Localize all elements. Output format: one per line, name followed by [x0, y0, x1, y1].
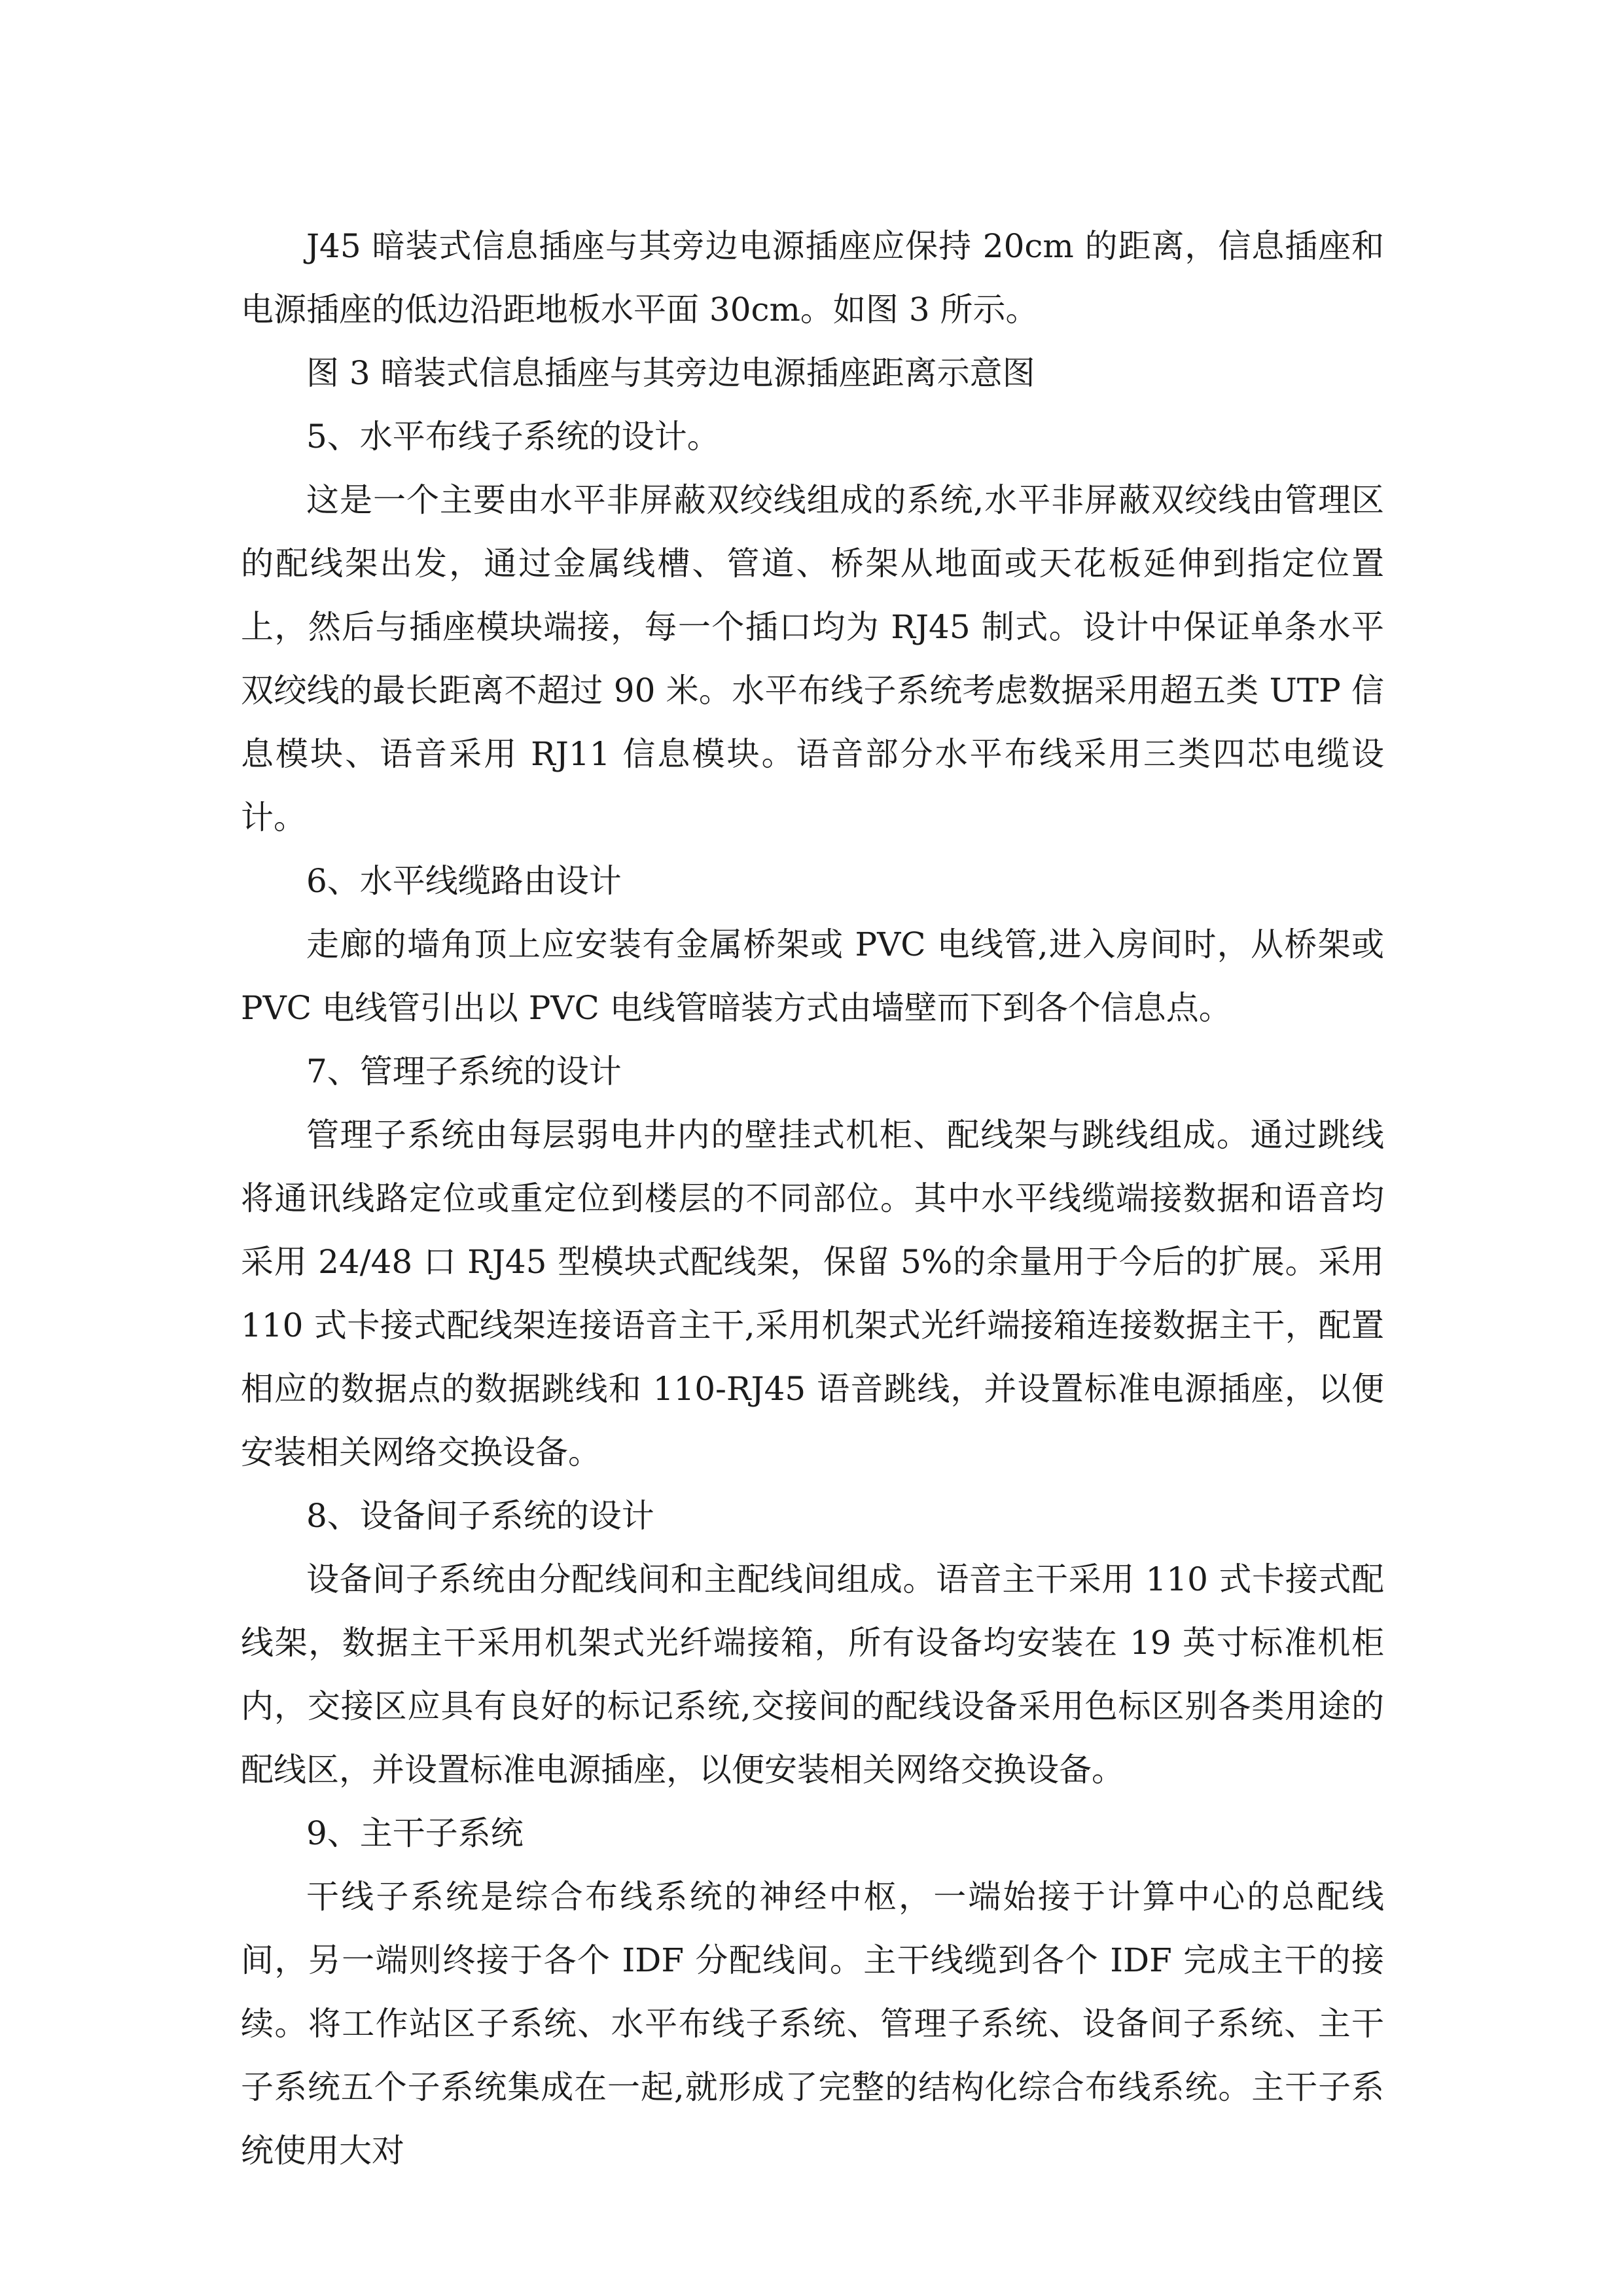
- section-heading-6: 6、水平线缆路由设计: [306, 862, 622, 900]
- paragraph-management-subsystem: 管理子系统由每层弱电井内的壁挂式机柜、配线架与跳线组成。通过跳线将通讯线路定位或重定位到楼层的不同部位。其中水平线缆端接数据和语音均采用 24/48 口 RJ45 型模块式配线架，保留 5%的余量用于今后的扩展。采用 110 式卡接式配线架连接语音主干,采用机架式光纤端接箱连接数据主干，配置相应的数据点的数据跳线和 110-RJ45 语音跳线，并设置标准电源插座，以便安装相关网络交换设备。: [241, 1116, 1384, 1471]
- section-heading-9: 9、主干子系统: [306, 1814, 524, 1852]
- section-heading-7: 7、管理子系统的设计: [306, 1052, 622, 1090]
- figure-3-caption: 图 3 暗装式信息插座与其旁边电源插座距离示意图: [306, 354, 1035, 392]
- paragraph-socket-distance: J45 暗装式信息插座与其旁边电源插座应保持 20cm 的距离，信息插座和电源插座的低边沿距地板水平面 30cm。如图 3 所示。: [241, 227, 1384, 329]
- paragraph-horizontal-cabling: 这是一个主要由水平非屏蔽双绞线组成的系统,水平非屏蔽双绞线由管理区的配线架出发，通过金属线槽、管道、桥架从地面或天花板延伸到指定位置上，然后与插座模块端接，每一个插口均为 RJ45 制式。设计中保证单条水平双绞线的最长距离不超过 90 米。水平布线子系统考虑数据采用超五类 UTP 信息模块、语音采用 RJ11 信息模块。语音部分水平布线采用三类四芯电缆设计。: [241, 481, 1384, 836]
- paragraph-equipment-room: 设备间子系统由分配线间和主配线间组成。语音主干采用 110 式卡接式配线架，数据主干采用机架式光纤端接箱，所有设备均安装在 19 英寸标准机柜内，交接区应具有良好的标记系统,交接间的配线设备采用色标区别各类用途的配线区，并设置标准电源插座，以便安装相关网络交换设备。: [241, 1560, 1384, 1789]
- section-heading-5: 5、水平布线子系统的设计。: [306, 418, 720, 456]
- section-heading-8: 8、设备间子系统的设计: [306, 1497, 654, 1535]
- paragraph-cable-routing: 走廊的墙角顶上应安装有金属桥架或 PVC 电线管,进入房间时，从桥架或 PVC 电线管引出以 PVC 电线管暗装方式由墙壁而下到各个信息点。: [241, 925, 1384, 1027]
- document-body: [241, 215, 1384, 2183]
- paragraph-backbone-subsystem: 干线子系统是综合布线系统的神经中枢，一端始接于计算中心的总配线间，另一端则终接于各个 IDF 分配线间。主干线缆到各个 IDF 完成主干的接续。将工作站区子系统、水平布线子系统、管理子系统、设备间子系统、主干子系统五个子系统集成在一起,就形成了完整的结构化综合布线系统。主干子系统使用大对: [241, 1878, 1384, 2170]
